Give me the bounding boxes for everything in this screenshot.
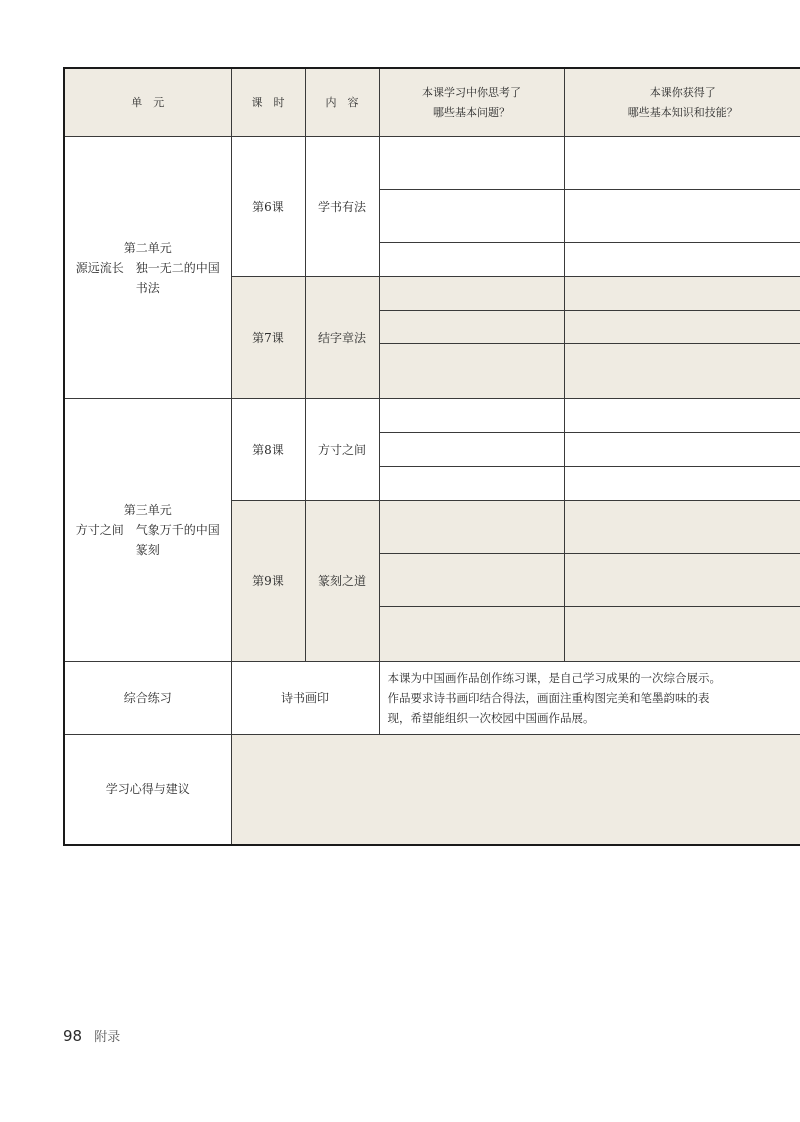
unit-3-line1: 第三单元 <box>123 503 172 517</box>
answer-cell[interactable] <box>379 607 564 662</box>
reflection-answer-area[interactable] <box>231 735 800 845</box>
table-row <box>64 137 800 190</box>
answer-cell[interactable] <box>379 433 564 467</box>
lesson-8-period: 第8课 <box>231 399 305 501</box>
comprehensive-note <box>379 662 800 735</box>
answer-cell[interactable] <box>564 344 800 399</box>
lesson-7-period: 第7课 <box>231 277 305 399</box>
lesson-9-period: 第9课 <box>231 501 305 662</box>
answer-cell[interactable] <box>564 433 800 467</box>
header-questions-line2: 哪些基本问题？ <box>433 105 510 119</box>
answer-cell[interactable] <box>564 399 800 433</box>
answer-cell[interactable] <box>564 607 800 662</box>
answer-cell[interactable] <box>564 311 800 344</box>
answer-cell[interactable] <box>379 311 564 344</box>
comprehensive-content: 诗书画印 <box>231 662 379 735</box>
answer-cell[interactable] <box>379 137 564 190</box>
unit-2-line2: 源远流长 独一无二的中国 <box>75 260 220 275</box>
header-questions-line1: 本课学习中你思考了 <box>422 85 521 99</box>
answer-cell[interactable] <box>564 243 800 277</box>
header-row <box>64 68 800 137</box>
comprehensive-label: 综合练习 <box>64 662 231 735</box>
answer-cell[interactable] <box>564 554 800 607</box>
answer-cell[interactable] <box>379 501 564 554</box>
answer-cell[interactable] <box>379 344 564 399</box>
section-label: 附录 <box>94 1030 121 1045</box>
comprehensive-note-line2: 作品要求诗书画印结合得法，画面注重构图完美和笔墨韵味的表 <box>387 691 710 705</box>
table-row <box>64 399 800 433</box>
comprehensive-note-line1: 本课为中国画作品创作练习课，是自己学习成果的一次综合展示。 <box>387 671 721 685</box>
unit-3-cell <box>64 399 231 662</box>
answer-cell[interactable] <box>379 399 564 433</box>
page-footer <box>63 1026 120 1045</box>
answer-cell[interactable] <box>564 467 800 501</box>
header-skills <box>564 68 800 137</box>
answer-cell[interactable] <box>379 277 564 311</box>
answer-cell[interactable] <box>564 190 800 243</box>
header-content: 内 容 <box>305 68 379 137</box>
header-skills-line1: 本课你获得了 <box>649 85 716 99</box>
lesson-7-content: 结字章法 <box>305 277 379 399</box>
answer-cell[interactable] <box>564 501 800 554</box>
answer-cell[interactable] <box>564 277 800 311</box>
header-skills-line2: 哪些基本知识和技能？ <box>627 105 738 119</box>
lesson-9-content: 篆刻之道 <box>305 501 379 662</box>
unit-2-line3: 书法 <box>135 280 160 295</box>
lesson-6-content: 学书有法 <box>305 137 379 277</box>
unit-2-cell <box>64 137 231 399</box>
unit-2-line1: 第二单元 <box>123 240 172 255</box>
study-record-table <box>63 67 800 846</box>
answer-cell[interactable] <box>379 554 564 607</box>
answer-cell[interactable] <box>379 190 564 243</box>
header-questions <box>379 68 564 137</box>
answer-cell[interactable] <box>379 467 564 501</box>
reflection-label: 学习心得与建议 <box>64 735 231 845</box>
header-unit: 单 元 <box>64 68 231 137</box>
page-number: 98 <box>63 1027 83 1045</box>
answer-cell[interactable] <box>564 137 800 190</box>
lesson-8-content: 方寸之间 <box>305 399 379 501</box>
table-row <box>64 662 800 735</box>
answer-cell[interactable] <box>379 243 564 277</box>
lesson-6-period: 第6课 <box>231 137 305 277</box>
comprehensive-note-line3: 现，希望能组织一次校园中国画作品展。 <box>387 711 595 725</box>
header-period: 课 时 <box>231 68 305 137</box>
unit-3-line2: 方寸之间 气象万千的中国 <box>75 523 220 537</box>
table-row <box>64 735 800 845</box>
unit-3-line3: 篆刻 <box>135 543 160 557</box>
